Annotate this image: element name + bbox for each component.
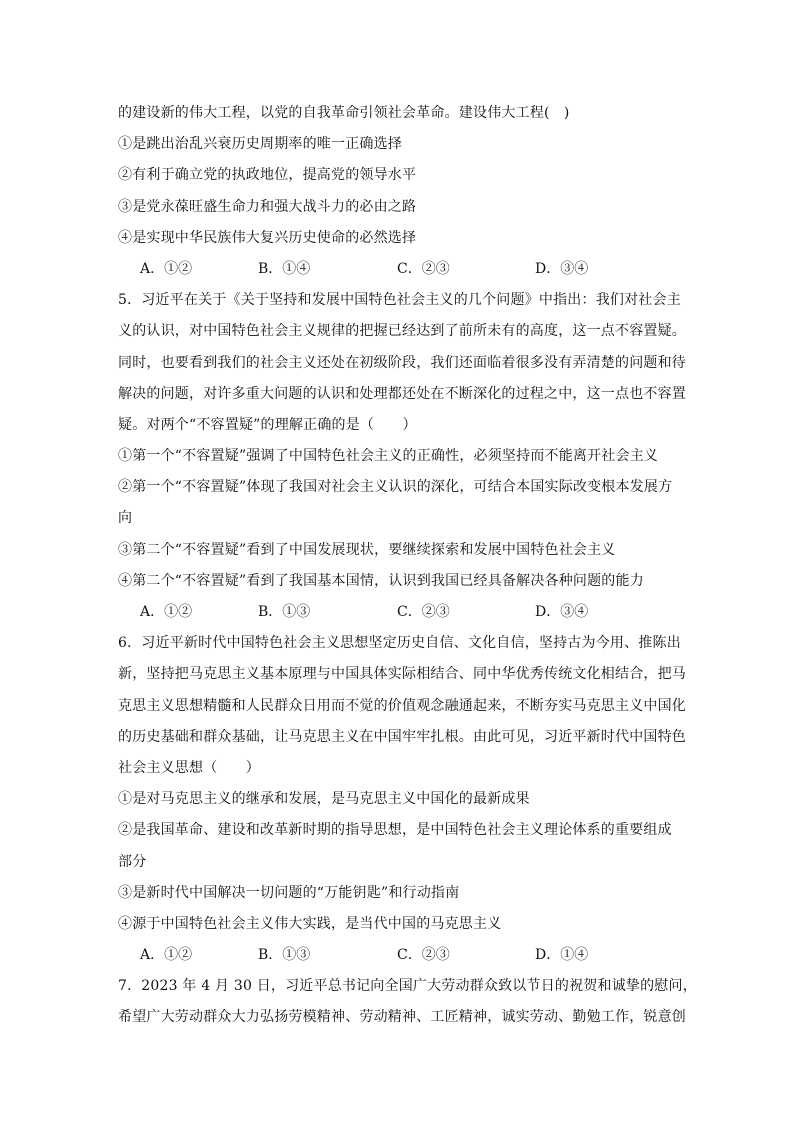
q5-item-line-1: ①第一个“不容置疑”强调了中国特色社会主义的正确性，必须坚持而不能离开社会主义	[118, 448, 659, 465]
q6-item-line-3: 部分	[118, 853, 147, 870]
q5-stem-line-3: 同时，也要看到我们的社会主义还处在初级阶段，我们还面临着很多没有弄清楚的问题和待	[118, 354, 686, 371]
q4-item-2: ②有利于确立党的执政地位，提高党的领导水平	[118, 167, 417, 184]
q5-option-a: A．①②	[140, 604, 193, 620]
q6-item-line-5: ④源于中国特色社会主义伟大实践，是当代中国的马克思主义	[118, 915, 502, 932]
q5-stem-line-1: 5．习近平在关于《关于坚持和发展中国特色社会主义的几个问题》中指出：我们对社会主	[118, 292, 681, 309]
q6-item-line-4: ③是新时代中国解决一切问题的“万能钥匙”和行动指南	[118, 884, 460, 901]
q5-stem-line-5: 疑。对两个“不容置疑”的理解正确的是（ ）	[118, 416, 417, 433]
q7-stem-line-2: 希望广大劳动群众大力弘扬劳模精神、劳动精神、工匠精神，诚实劳动、勤勉工作，锐意创	[118, 1009, 686, 1026]
q5-option-c: C．②③	[397, 604, 450, 620]
document-page	[118, 98, 697, 1034]
q4-stem-line: 的建设新的伟大工程，以党的自我革命引领社会革命。建设伟大工程( )	[118, 105, 570, 121]
q6-option-d: D．①④	[535, 947, 589, 964]
q4-item-4: ④是实现中华民族伟大复兴历史使命的必然选择	[118, 229, 417, 246]
q4-item-3: ③是党永葆旺盛生命力和强大战斗力的必由之路	[118, 198, 417, 215]
q4-option-b: B．①④	[258, 260, 311, 277]
q5-item-line-2: ②第一个“不容置疑”体现了我国对社会主义认识的深化，可结合本国实际改变根本发展方	[118, 479, 673, 496]
q5-item-line-5: ④第二个“不容置疑”看到了我国基本国情，认识到我国已经具备解决各种问题的能力	[118, 572, 644, 589]
q7-stem-line-1: 7．2023 年 4 月 30 日，习近平总书记向全国广大劳动群众致以节日的祝贺和诚挚的慰问，	[118, 978, 697, 995]
q5-stem-line-4: 解决的问题，对许多重大问题的认识和处理都还处在不断深化的过程之中，这一点也不容置	[118, 385, 686, 402]
q5-options	[118, 597, 678, 628]
q6-stem-line-1: 6．习近平新时代中国特色社会主义思想坚定历史自信、文化自信，坚持古为今用、推陈出	[118, 635, 681, 652]
q5-item-line-4: ③第二个“不容置疑”看到了中国发展现状，要继续探索和发展中国特色社会主义	[118, 541, 616, 558]
q6-options	[118, 940, 678, 971]
q6-option-b: B．①③	[258, 947, 311, 964]
q6-stem-line-3: 克思主义思想精髓和人民群众日用而不觉的价值观念融通起来，不断夯实马克思主义中国化	[118, 697, 686, 714]
q4-option-d: D．③④	[535, 260, 589, 277]
q5-stem-line-2: 义的认识，对中国特色社会主义规律的把握已经达到了前所未有的高度，这一点不容置疑。	[118, 323, 686, 340]
q4-option-a: A．①②	[140, 260, 193, 277]
q5-option-b: B．①③	[258, 604, 311, 620]
q6-stem-line-2: 新，坚持把马克思主义基本原理与中国具体实际相结合、同中华优秀传统文化相结合，把马	[118, 666, 686, 683]
q4-option-c: C．②③	[397, 260, 450, 277]
q5-item-line-3: 向	[118, 510, 133, 527]
q6-item-line-2: ②是我国革命、建设和改革新时期的指导思想，是中国特色社会主义理论体系的重要组成	[118, 822, 672, 839]
q6-stem-line-5: 社会主义思想（ ）	[118, 759, 260, 776]
q6-item-line-1: ①是对马克思主义的继承和发展，是马克思主义中国化的最新成果	[118, 791, 530, 808]
q6-option-a: A．①②	[140, 947, 193, 964]
q6-stem-line-4: 的历史基础和群众基础，让马克思主义在中国牢牢扎根。由此可见，习近平新时代中国特色	[118, 728, 686, 745]
q4-options	[118, 254, 678, 285]
q5-option-d: D．③④	[535, 604, 589, 620]
q6-option-c: C．②③	[397, 947, 450, 964]
q4-item-1: ①是跳出治乱兴衰历史周期率的唯一正确选择	[118, 136, 402, 153]
